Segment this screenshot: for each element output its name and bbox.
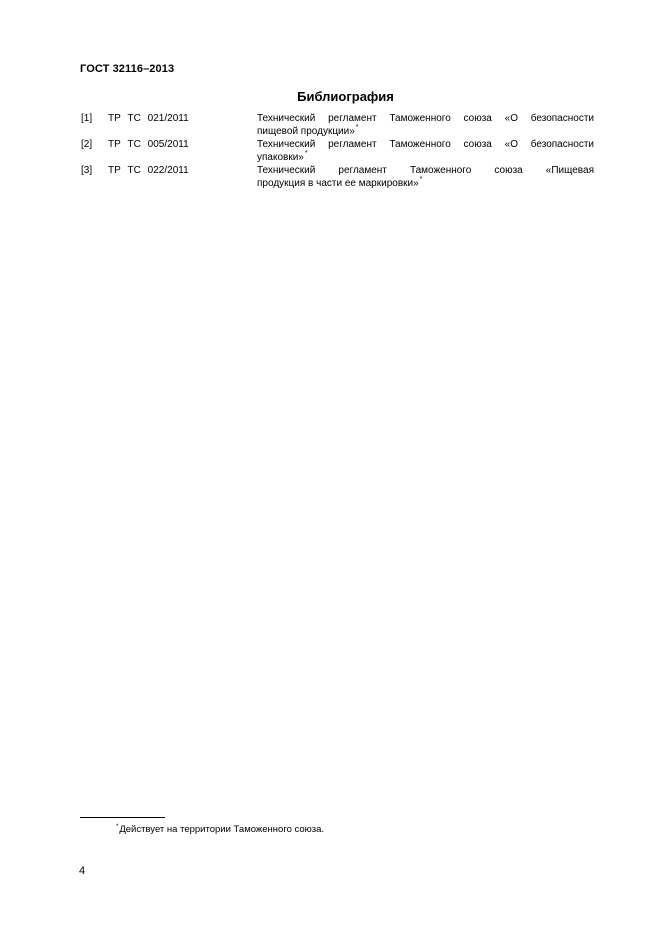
entry-code: ТР ТС 005/2011 xyxy=(108,139,189,150)
entry-description-line1: Технический регламент Таможенного союза «Пищевая xyxy=(257,165,594,176)
footnote-text: Действует на территории Таможенного союза. xyxy=(119,824,325,835)
footnote-marker: * xyxy=(355,124,359,131)
entry-description-line1: Технический регламент Таможенного союза «О безопасности xyxy=(257,139,594,150)
entry-description-line2-text: пищевой продукции» xyxy=(257,126,355,137)
bibliography-list xyxy=(81,112,594,190)
entry-description xyxy=(257,138,594,164)
footnote-mark: * xyxy=(116,824,119,830)
footnote xyxy=(116,824,324,835)
entry-description-line2-text: упаковки» xyxy=(257,152,304,163)
bibliography-entry xyxy=(81,138,594,164)
entry-description-line2 xyxy=(257,125,594,138)
entry-number: [2] xyxy=(81,139,93,150)
page-number: 4 xyxy=(79,865,86,877)
entry-description-line2-text: продукция в части ее маркировки» xyxy=(257,178,419,189)
entry-description xyxy=(257,112,594,138)
entry-description xyxy=(257,164,594,190)
footnote-marker: * xyxy=(304,150,308,157)
entry-number: [3] xyxy=(81,165,93,176)
bibliography-entry xyxy=(81,112,594,138)
entry-description-line1: Технический регламент Таможенного союза «О безопасности xyxy=(257,113,594,124)
bibliography-entry xyxy=(81,164,594,190)
section-title: Библиография xyxy=(297,89,394,104)
entry-description-line2 xyxy=(257,177,594,190)
entry-code: ТР ТС 021/2011 xyxy=(108,113,189,124)
footnote-marker: * xyxy=(419,176,423,183)
footnote-separator xyxy=(80,817,165,818)
entry-description-line2 xyxy=(257,151,594,164)
entry-number: [1] xyxy=(81,113,93,124)
entry-code: ТР ТС 022/2011 xyxy=(108,165,189,176)
document-header: ГОСТ 32116–2013 xyxy=(80,63,175,75)
